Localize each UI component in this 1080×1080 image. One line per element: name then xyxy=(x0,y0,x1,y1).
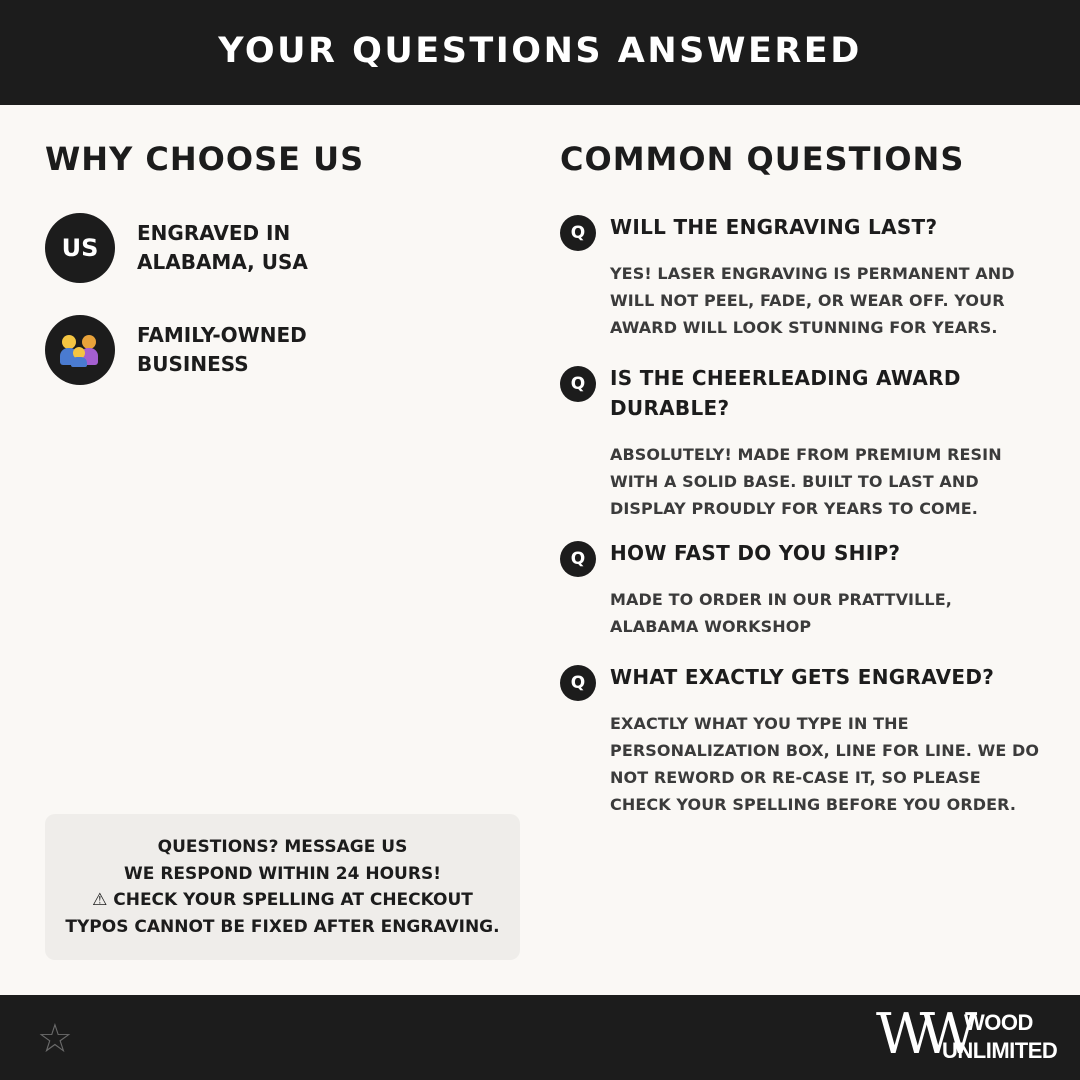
q-badge: Q xyxy=(560,366,596,402)
q-badge: Q xyxy=(560,215,596,251)
feature-text xyxy=(137,219,308,277)
contact-line: WE RESPOND WITHIN 24 HOURS! xyxy=(124,863,441,884)
faq-answer: ABSOLUTELY! MADE FROM PREMIUM RESIN WITH A SOLID BASE. BUILT TO LAST AND DISPLAY PROUDLY FOR YEARS TO COME. xyxy=(610,445,1002,518)
logo-mark-letter: W xyxy=(876,1002,920,1067)
family-icon xyxy=(60,333,100,367)
logo-text xyxy=(942,1009,1057,1065)
faq-item xyxy=(560,538,1040,640)
page-title: YOUR QUESTIONS ANSWERED xyxy=(218,30,862,71)
faq-answer: YES! LASER ENGRAVING IS PERMANENT AND WILL NOT PEEL, FADE, OR WEAR OFF. YOUR AWARD WILL LOOK STUNNING FOR YEARS. xyxy=(610,264,1015,337)
feature-family-owned xyxy=(45,315,307,385)
logo-mark-letter: W xyxy=(919,1002,964,1067)
feature-engraved-usa xyxy=(45,213,308,283)
spelling-warning: ⚠ CHECK YOUR SPELLING AT CHECKOUT xyxy=(92,890,473,910)
faq-item xyxy=(560,212,1040,341)
faq-question: IS THE CHEERLEADING AWARD DURABLE? xyxy=(610,366,961,420)
faq-question: WILL THE ENGRAVING LAST? xyxy=(610,215,938,239)
contact-line: TYPOS CANNOT BE FIXED AFTER ENGRAVING. xyxy=(65,916,500,937)
why-choose-us-title: WHY CHOOSE US xyxy=(45,140,365,178)
faq-question: HOW FAST DO YOU SHIP? xyxy=(610,541,901,565)
star-icon: ☆ xyxy=(37,1016,73,1062)
faq-answer: MADE TO ORDER IN OUR PRATTVILLE, ALABAMA WORKSHOP xyxy=(610,590,952,636)
feature-line: BUSINESS xyxy=(137,352,249,376)
page-header xyxy=(0,0,1080,105)
logo-line: WOOD xyxy=(964,1010,1033,1035)
faq-question: WHAT EXACTLY GETS ENGRAVED? xyxy=(610,665,995,689)
common-questions-title: COMMON QUESTIONS xyxy=(560,140,965,178)
family-badge xyxy=(45,315,115,385)
feature-line: ALABAMA, USA xyxy=(137,250,308,274)
feature-line: ENGRAVED IN xyxy=(137,221,291,245)
page-footer xyxy=(0,995,1080,1080)
q-badge: Q xyxy=(560,541,596,577)
us-badge: US xyxy=(45,213,115,283)
q-badge: Q xyxy=(560,665,596,701)
feature-line: FAMILY-OWNED xyxy=(137,323,307,347)
faq-item xyxy=(560,363,1040,522)
logo-line: UNLIMITED xyxy=(942,1038,1058,1063)
faq-answer: EXACTLY WHAT YOU TYPE IN THE PERSONALIZATION BOX, LINE FOR LINE. WE DO NOT REWORD OR RE-CASE IT, SO PLEASE CHECK YOUR SPELLING BEFORE YOU ORDER. xyxy=(610,714,1040,814)
contact-line: QUESTIONS? MESSAGE US xyxy=(157,837,408,857)
faq-item xyxy=(560,662,1040,818)
contact-box xyxy=(45,814,520,960)
brand-logo xyxy=(876,1002,1058,1067)
feature-text xyxy=(137,321,307,379)
